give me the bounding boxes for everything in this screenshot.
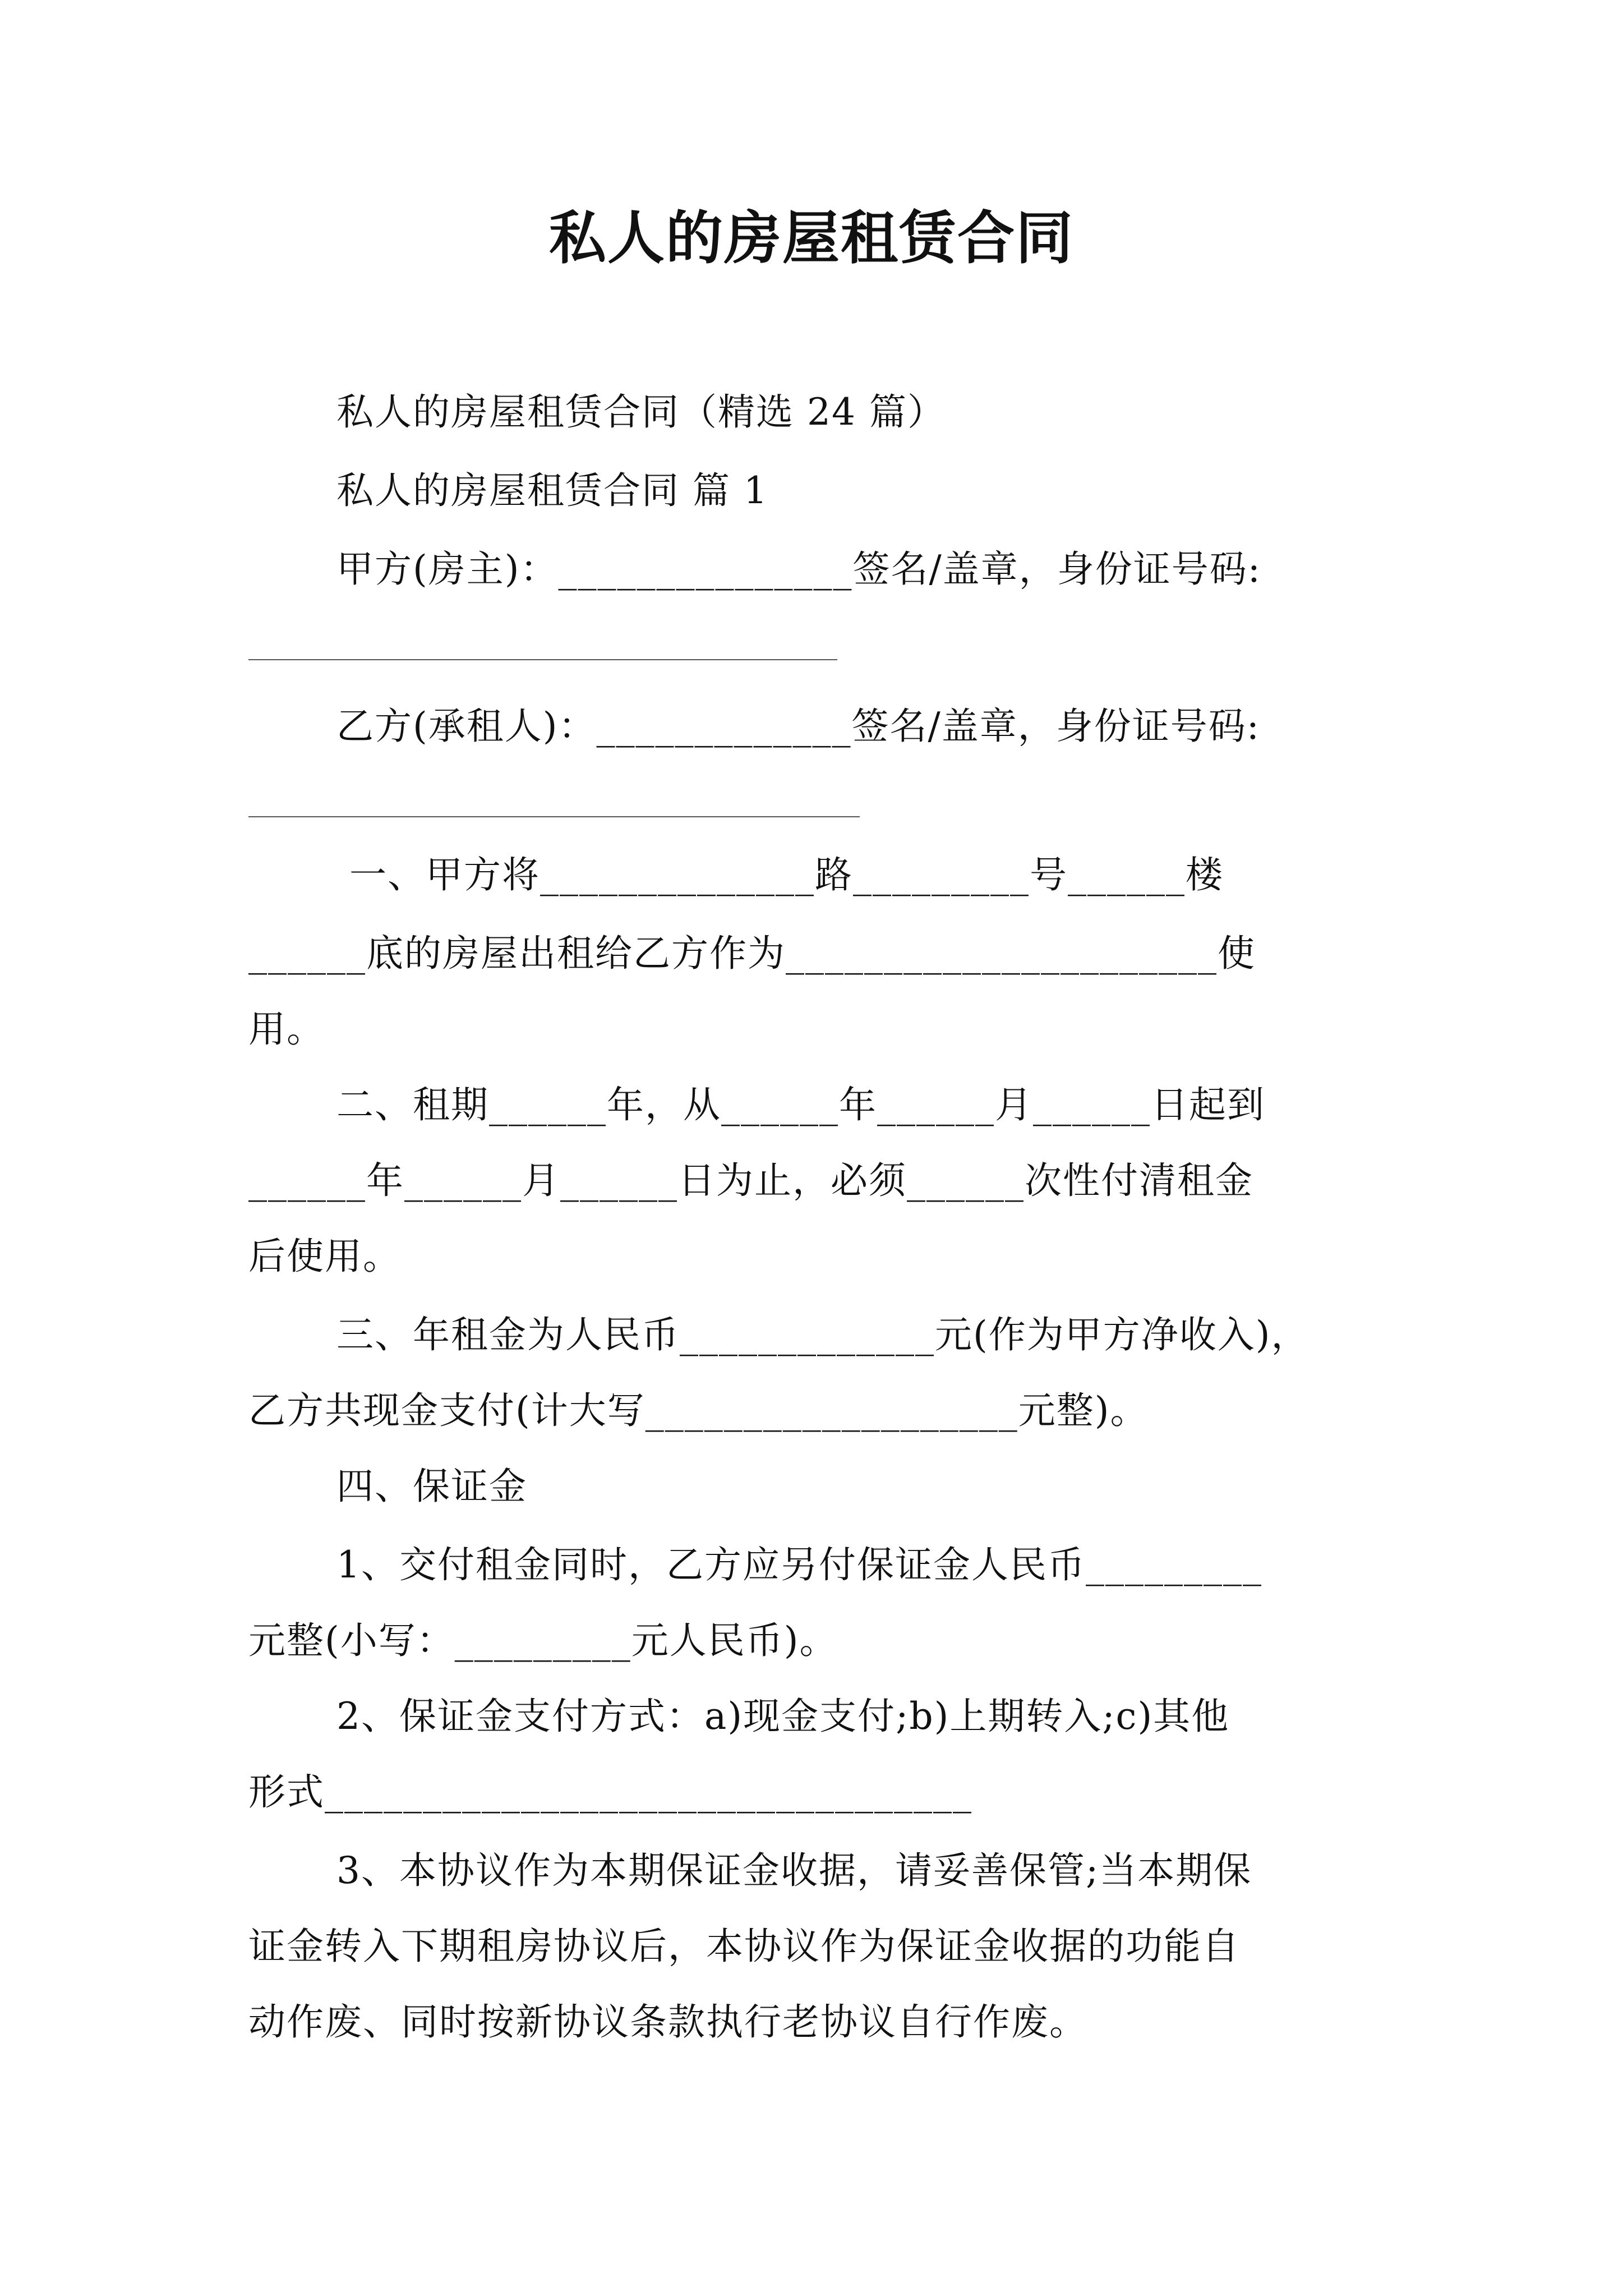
- party-b-id-blank: [248, 816, 860, 817]
- clause-4-item-1-line-2: 元整(小写：_________元人民币)。: [248, 1619, 838, 1662]
- document-title: 私人的房屋租赁合同: [549, 205, 1074, 272]
- clause-4-item-3-line-1: 3、本协议作为本期保证金收据，请妥善保管;当本期保: [336, 1849, 1252, 1892]
- clause-4-item-3-line-2: 证金转入下期租房协议后，本协议作为保证金收据的功能自: [248, 1925, 1240, 1968]
- clause-2-line-1: 二、租期______年，从______年______月______日起到: [336, 1083, 1265, 1126]
- clause-4-item-2-line-2: 形式_________________________________: [248, 1770, 972, 1814]
- clause-2-line-2: ______年______月______日为止，必须______次性付清租金: [248, 1159, 1253, 1202]
- clause-2-line-3: 后使用。: [248, 1235, 401, 1278]
- clause-1-line-2: ______底的房屋出租给乙方作为______________________使: [248, 932, 1256, 975]
- party-b-line: 乙方(承租人)：_____________签名/盖章，身份证号码:: [336, 705, 1260, 748]
- clause-4-heading: 四、保证金: [336, 1465, 527, 1508]
- clause-4-item-1-line-1: 1、交付租金同时，乙方应另付保证金人民币_________: [336, 1543, 1262, 1586]
- party-a-id-blank: [248, 659, 837, 660]
- clause-4-item-2-line-1: 2、保证金支付方式：a)现金支付;b)上期转入;c)其他: [336, 1695, 1230, 1738]
- clause-1-line-3: 用。: [248, 1007, 325, 1051]
- subtitle-selection: 私人的房屋租赁合同（精选 24 篇）: [336, 390, 946, 434]
- party-a-line: 甲方(房主)：_______________签名/盖章，身份证号码:: [336, 547, 1261, 591]
- clause-3-line-2: 乙方共现金支付(计大写___________________元整)。: [248, 1389, 1149, 1432]
- clause-3-line-1: 三、年租金为人民币_____________元(作为甲方净收入)，: [336, 1313, 1310, 1356]
- clause-4-item-3-line-3: 动作废、同时按新协议条款执行老协议自行作废。: [248, 2000, 1087, 2044]
- section-heading: 私人的房屋租赁合同 篇 1: [336, 469, 768, 512]
- clause-1-line-1: 一、甲方将______________路_________号______楼: [336, 853, 1224, 896]
